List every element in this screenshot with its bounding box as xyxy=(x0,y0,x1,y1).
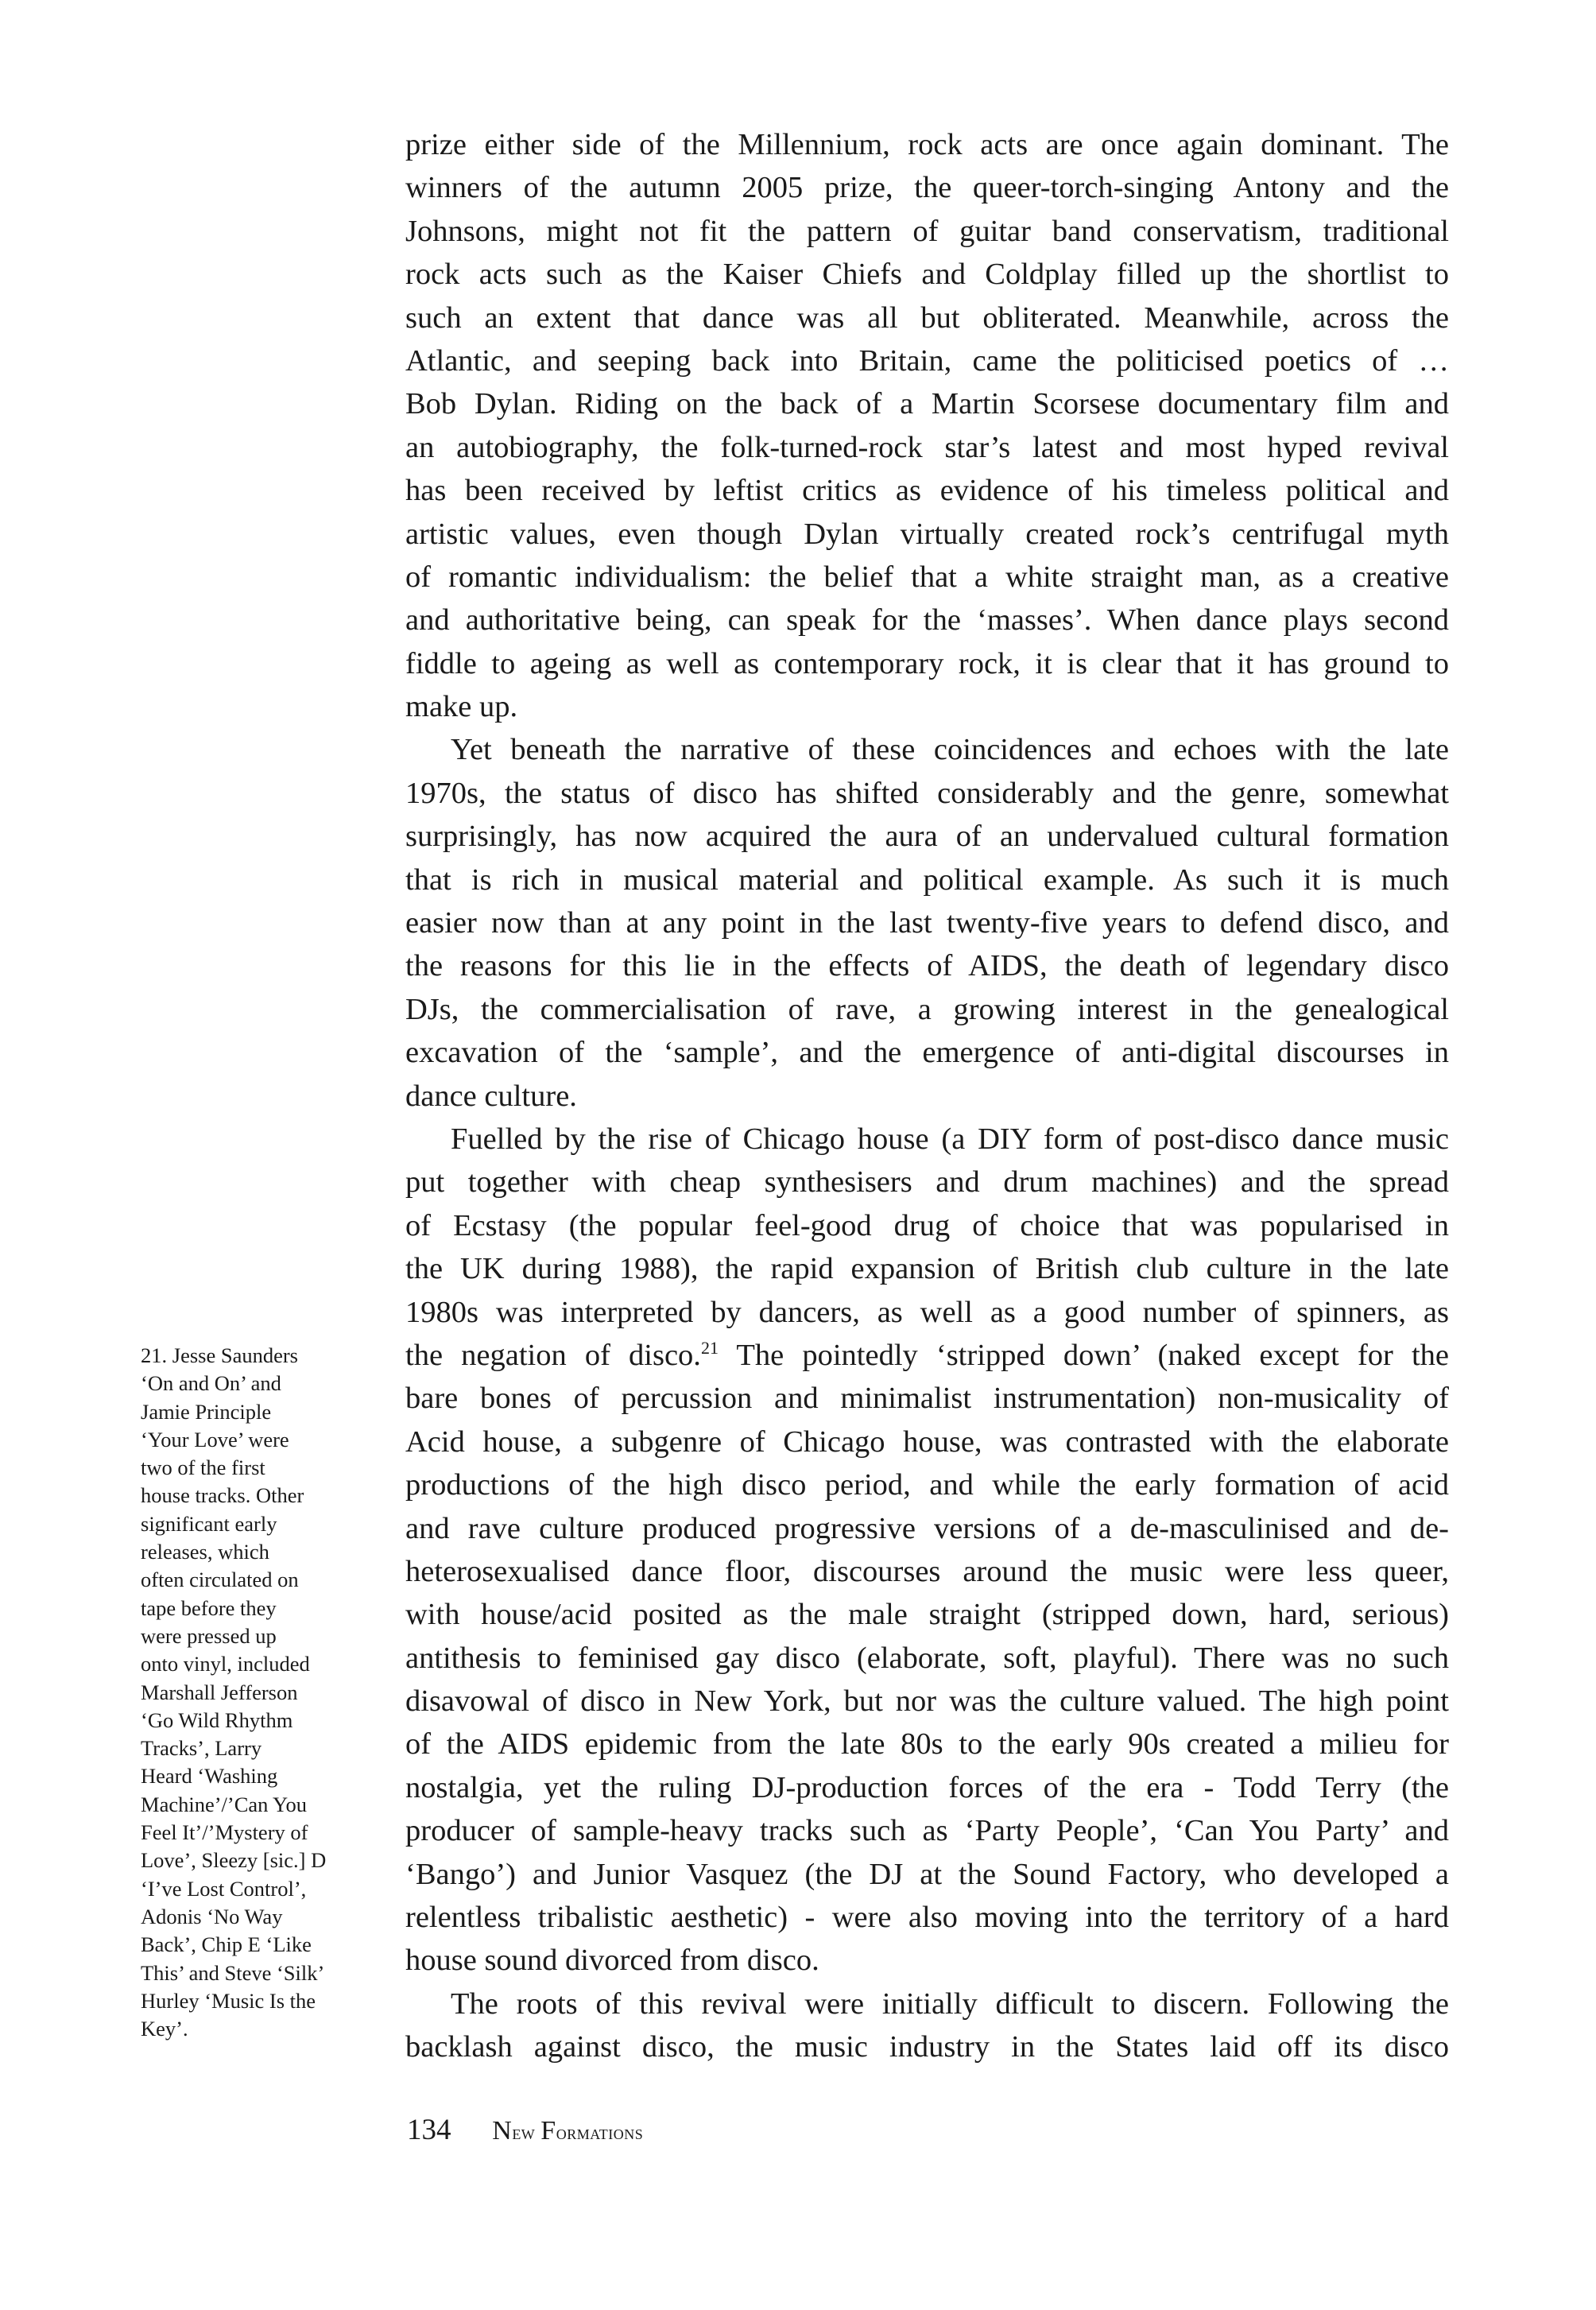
text-line: bare bones of percussion and minimalist instrumentation) non-musicality of xyxy=(405,1382,1449,1416)
text-line: productions of the high disco period, and while the early formation of acid xyxy=(405,1468,1449,1502)
footnote-line: Adonis ‘No Way xyxy=(141,1904,283,1928)
text-line: make up. xyxy=(405,690,518,724)
paragraph xyxy=(405,728,1449,1118)
text-line: antithesis to feminised gay disco (elaborate, soft, playful). There was no such xyxy=(405,1641,1449,1675)
text-line: the UK during 1988), the rapid expansion of British club culture in the late xyxy=(405,1252,1449,1286)
text-line: easier now than at any point in the last twenty-five years to defend disco, and xyxy=(405,906,1449,940)
footnote-line: were pressed up xyxy=(141,1623,277,1648)
body-text xyxy=(405,123,1449,2069)
text-line: the negation of disco.$^{21}$ The pointedly ‘stripped down’ (naked except for the xyxy=(405,1337,1449,1372)
footnote-line: This’ and Steve ‘Silk’ xyxy=(141,1960,325,1985)
footnote-line: Tracks’, Larry xyxy=(141,1736,262,1761)
text-line: with house/acid posited as the male straight (stripped down, hard, serious) xyxy=(405,1598,1449,1632)
footnote-line: ‘On and On’ and xyxy=(141,1371,281,1396)
footnote-line: onto vinyl, included xyxy=(141,1652,310,1676)
text-line: relentless tribalistic aesthetic) - were also moving into the territory of a hard xyxy=(405,1901,1449,1935)
text-line: put together with cheap synthesisers and drum machines) and the spread xyxy=(405,1165,1449,1200)
text-line: surprisingly, has now acquired the aura of an undervalued cultural formation xyxy=(405,820,1449,854)
text-line: such an extent that dance was all but obliterated. Meanwhile, across the xyxy=(405,300,1449,335)
paragraph xyxy=(405,123,1449,728)
footnote-line: house tracks. Other xyxy=(141,1483,304,1508)
text-line: Yet beneath the narrative of these coincidences and echoes with the late xyxy=(451,733,1449,767)
paragraph xyxy=(405,1118,1449,1982)
text-line: an autobiography, the folk-turned-rock star’s latest and most hyped revival xyxy=(405,430,1449,464)
footnote-21 xyxy=(141,1342,379,2043)
footnote-line: tape before they xyxy=(141,1595,277,1620)
footnote-line: Jamie Principle xyxy=(141,1399,272,1424)
text-line: of the AIDS epidemic from the late 80s to the early 90s created a milieu for xyxy=(405,1727,1449,1762)
text-line: has been received by leftist critics as evidence of his timeless political and xyxy=(405,474,1449,508)
text-line: of Ecstasy (the popular feel-good drug of choice that was popularised in xyxy=(405,1208,1449,1242)
footnote-line: 21. Jesse Saunders xyxy=(141,1343,298,1367)
text-line: Atlantic, and seeping back into Britain, came the politicised poetics of … xyxy=(405,343,1449,378)
page-number: 134 xyxy=(407,2114,451,2146)
text-line: Bob Dylan. Riding on the back of a Martin Scorsese documentary film and xyxy=(405,387,1449,421)
text-line: prize either side of the Millennium, rock acts are once again dominant. The xyxy=(405,128,1449,161)
text-line: The roots of this revival were initially difficult to discern. Following the xyxy=(451,1986,1449,2021)
footnote-line: Heard ‘Washing xyxy=(141,1764,278,1789)
text-line: disavowal of disco in New York, but nor was the culture valued. The high point xyxy=(405,1684,1449,1719)
text-line: house sound divorced from disco. xyxy=(405,1944,819,1978)
footnote-line: ‘I’ve Lost Control’, xyxy=(141,1876,307,1901)
text-line: heterosexualised dance floor, discourses around the music were less queer, xyxy=(405,1554,1449,1588)
page-footer xyxy=(407,2114,643,2149)
text-line: Acid house, a subgenre of Chicago house, was contrasted with the elaborate xyxy=(405,1424,1449,1459)
text-line: backlash against disco, the music industry in the States laid off its disco xyxy=(405,2030,1449,2064)
text-line: that is rich in musical material and political example. As such it is much xyxy=(405,862,1449,897)
footnote-line: often circulated on xyxy=(141,1568,299,1592)
text-line: and authoritative being, can speak for the ‘masses’. When dance plays second xyxy=(405,603,1449,638)
text-line: excavation of the ‘sample’, and the emergence of anti-digital discourses in xyxy=(405,1036,1449,1070)
footnote-line: Feel It’/’Mystery of xyxy=(141,1820,308,1845)
text-line: fiddle to ageing as well as contemporary rock, it is clear that it has ground to xyxy=(405,646,1449,680)
text-line: dance culture. xyxy=(405,1079,577,1113)
text-line: and rave culture produced progressive versions of a de-masculinised and de- xyxy=(405,1511,1449,1545)
text-line: DJs, the commercialisation of rave, a growing interest in the genealogical xyxy=(405,992,1449,1026)
footnote-line: releases, which xyxy=(141,1540,269,1564)
footnote-line: Key’. xyxy=(141,2017,188,2041)
footnote-line: Back’, Chip E ‘Like xyxy=(141,1932,312,1957)
text-line: ‘Bango’) and Junior Vasquez (the DJ at the Sound Factory, who developed a xyxy=(405,1857,1449,1891)
footnote-reference[interactable]: 21 xyxy=(700,1337,719,1358)
text-line: artistic values, even though Dylan virtually created rock’s centrifugal myth xyxy=(405,517,1449,551)
footnote-line: Love’, Sleezy [sic.] D xyxy=(141,1848,327,1873)
footnote-line: Hurley ‘Music Is the xyxy=(141,1988,316,2013)
paragraph xyxy=(405,1982,1449,2069)
footnote-line: two of the first xyxy=(141,1455,265,1480)
text-line: Johnsons, might not fit the pattern of guitar band conservatism, traditional xyxy=(405,214,1449,248)
text-line: producer of sample-heavy tracks such as ‘Party People’, ‘Can You Party’ and xyxy=(405,1814,1449,1848)
footnote-line: Machine’/’Can You xyxy=(141,1792,308,1816)
footnote-line: ‘Go Wild Rhythm xyxy=(141,1707,293,1732)
text-line: winners of the autumn 2005 prize, the queer-torch-singing Antony and the xyxy=(405,171,1449,205)
text-line: rock acts such as the Kaiser Chiefs and Coldplay filled up the shortlist to xyxy=(405,258,1449,292)
text-line: nostalgia, yet the ruling DJ-production forces of the era - Todd Terry (the xyxy=(405,1770,1449,1804)
footnote-line: Marshall Jefferson xyxy=(141,1680,298,1704)
footnote-line: significant early xyxy=(141,1511,277,1536)
text-line: of romantic individualism: the belief that a white straight man, as a creative xyxy=(405,560,1449,594)
text-line: 1970s, the status of disco has shifted considerably and the genre, somewhat xyxy=(405,776,1449,810)
text-line: the reasons for this lie in the effects of AIDS, the death of legendary disco xyxy=(405,949,1449,983)
text-line: Fuelled by the rise of Chicago house (a DIY form of post-disco dance music xyxy=(451,1122,1449,1156)
text-line: 1980s was interpreted by dancers, as well as a good number of spinners, as xyxy=(405,1295,1449,1329)
journal-title: New Formations xyxy=(492,2116,644,2145)
footnote-line: ‘Your Love’ were xyxy=(141,1427,289,1452)
